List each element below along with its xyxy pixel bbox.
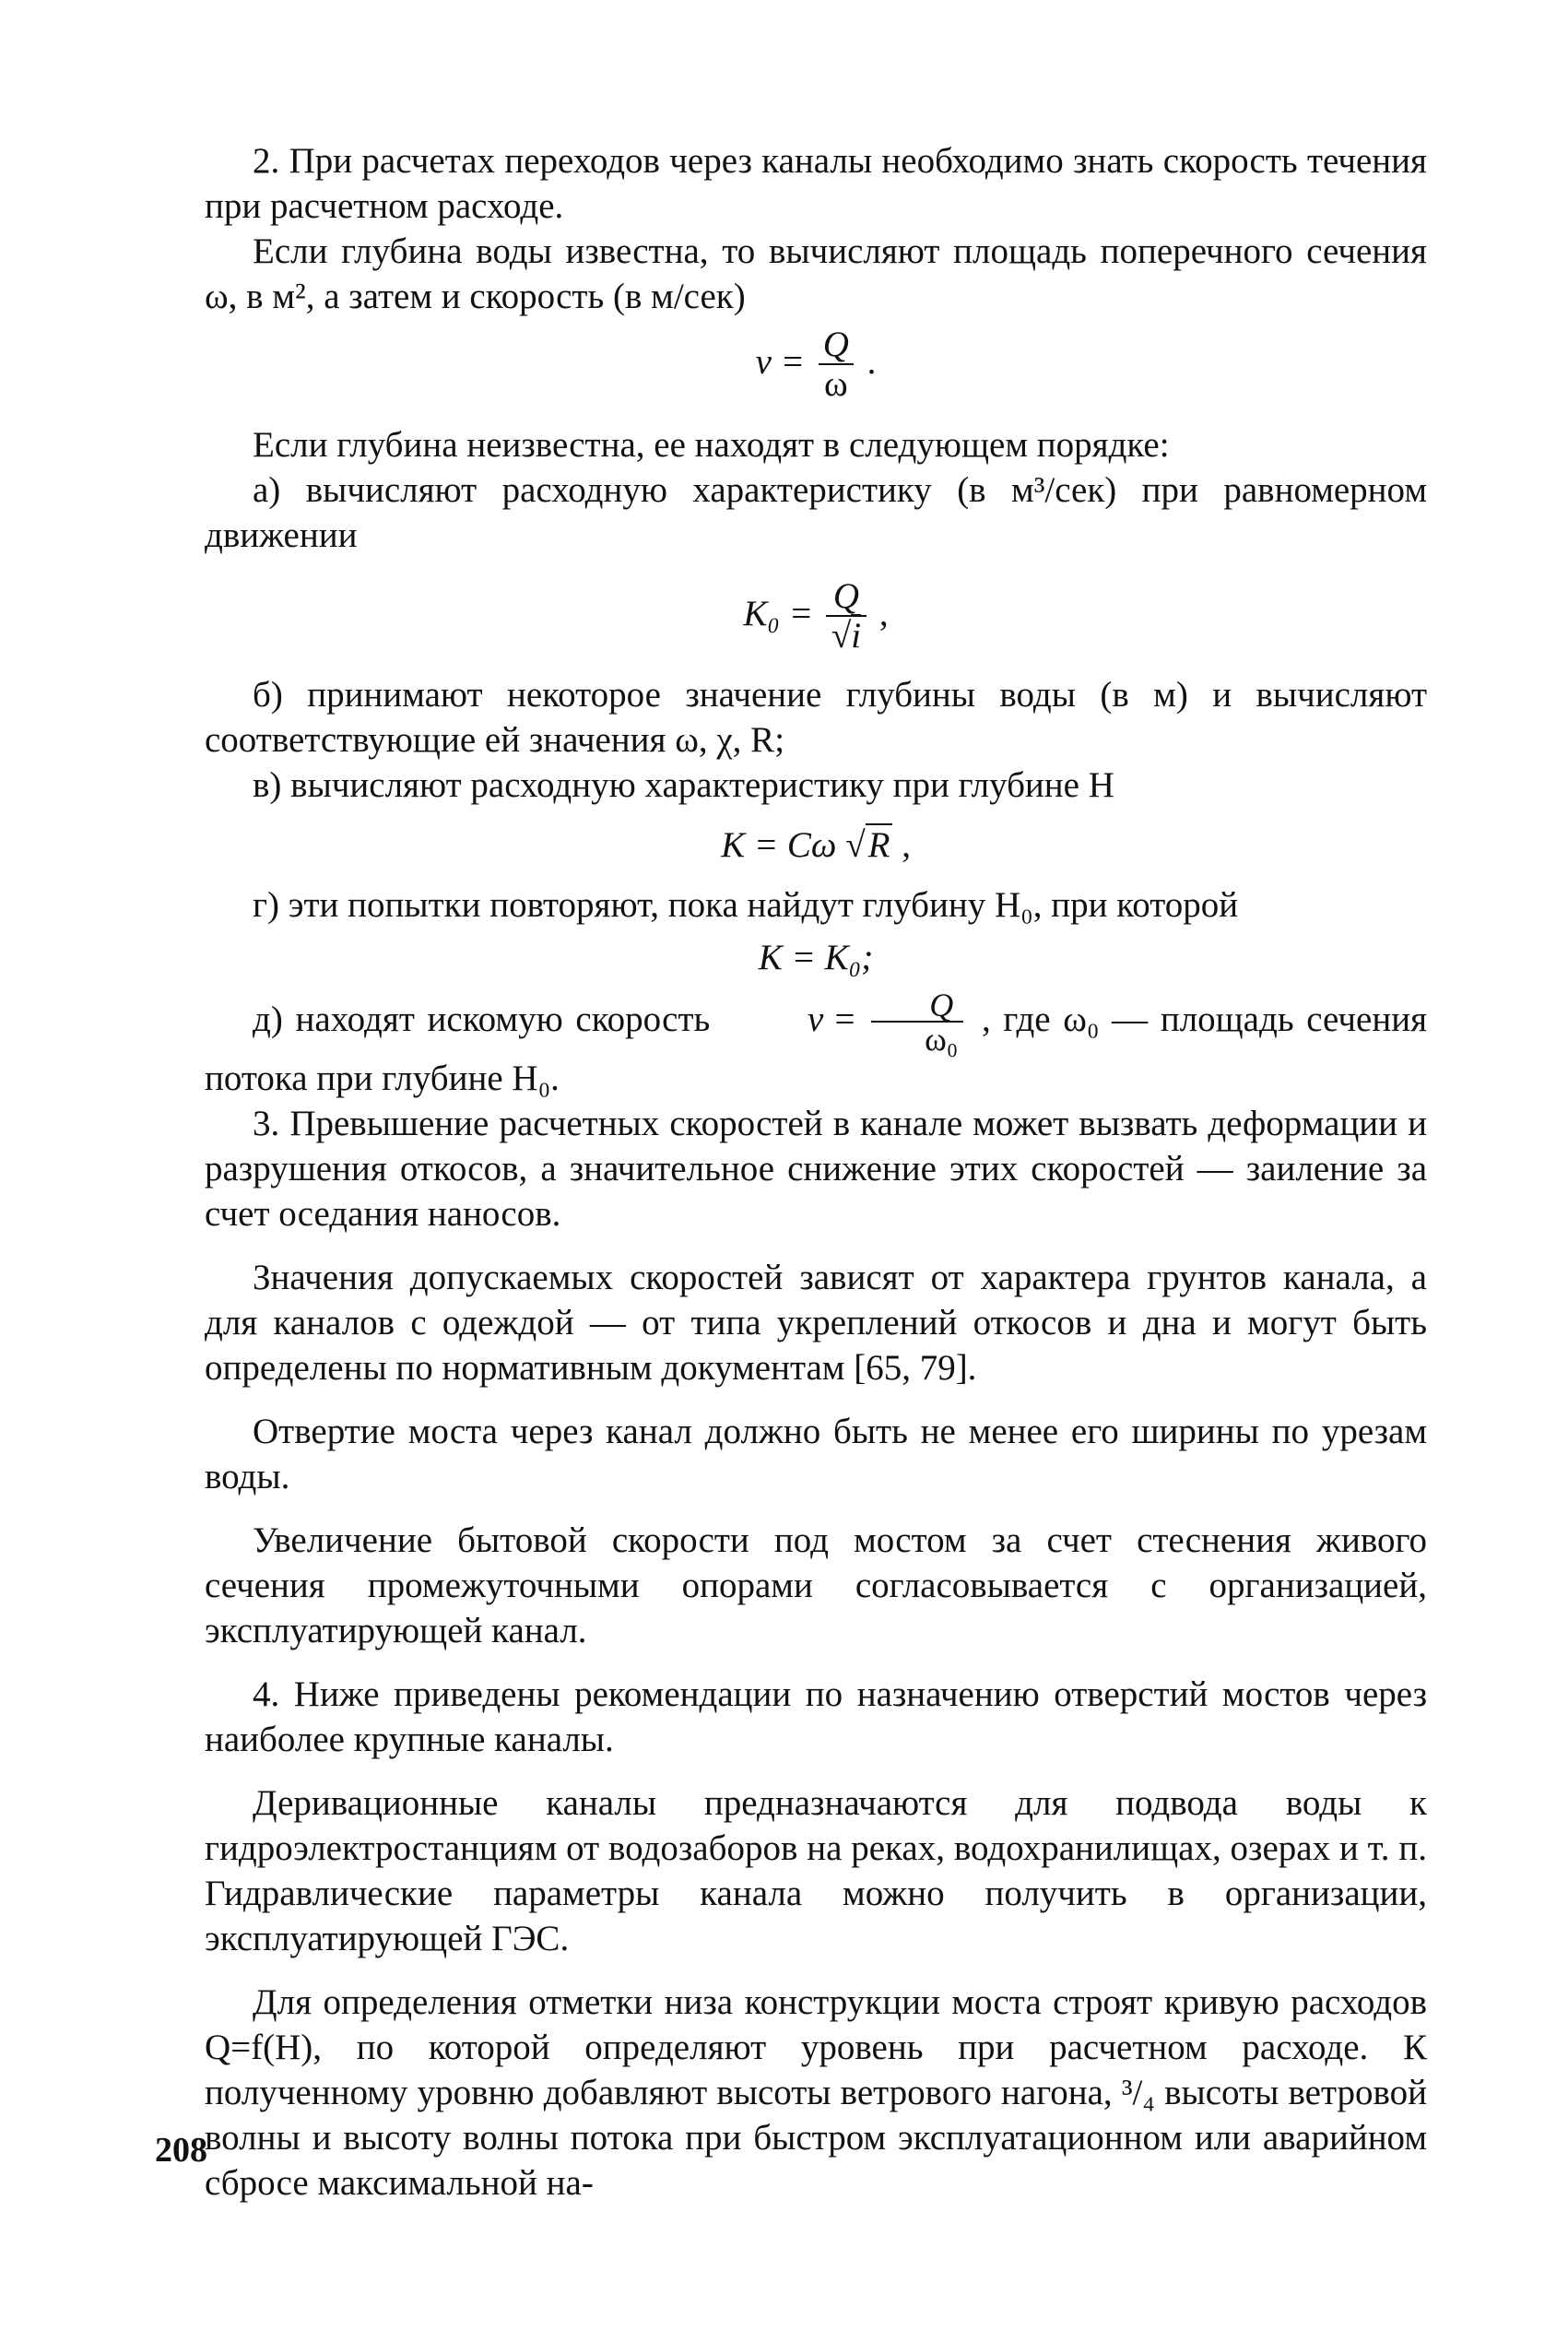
formula-v0-fraction bbox=[871, 989, 963, 1056]
formula-velocity-numerator: Q bbox=[822, 325, 849, 364]
paragraph-9: 3. Превышение расчетных скоростей в канале может вызвать деформации и разрушения откосов, а значительное снижение этих скоростей — заиление за счет оседания наносов. bbox=[205, 1104, 1427, 1234]
formula-velocity bbox=[205, 326, 1427, 404]
paragraph-7: г) эти попытки повторяют, пока найдут глубину H₀, при которой bbox=[253, 885, 1239, 925]
formula-k-radicand: R bbox=[866, 823, 893, 865]
formula-v0-denominator: ω₀ bbox=[871, 1021, 963, 1056]
formula-k-equals-k0: K = K₀; bbox=[758, 938, 874, 977]
page-number: 208 bbox=[155, 2131, 207, 2170]
sqrt-symbol-icon: √ bbox=[845, 825, 866, 865]
paragraph-14: Деривационные каналы предназначаются для подвода воды к гидроэлектростанциям от водозаборов на реках, водохранилищах, озерах и т. п. Гидравлические параметры канала можно получить в организации, эксплуатирующей ГЭС. bbox=[205, 1783, 1427, 1958]
paragraph-12: Увеличение бытовой скорости под мостом за счет стеснения живого сечения промежуточными опорами согласовывается с организацией, эксплуатирующей канал. bbox=[205, 1520, 1427, 1650]
formula-k0-denominator bbox=[826, 615, 867, 656]
paragraph-5: б) принимают некоторое значение глубины воды (в м) и вычисляют соответствующие ей значения ω, χ, R; bbox=[205, 675, 1427, 760]
paragraph-8 bbox=[205, 989, 1427, 1101]
formula-v0 bbox=[760, 989, 969, 1056]
paragraph-10: Значения допускаемых скоростей зависят от характера грунтов канала, а для каналов с одеждой — от типа укреплений откосов и дна и могут быть определены по нормативным документам [65, 79]. bbox=[205, 1258, 1427, 1388]
formula-k0-fraction bbox=[826, 578, 867, 656]
paragraph-15: Для определения отметки низа конструкции моста строят кривую расходов Q=f(H), по которой определяют уровень при расчетном расходе. К полученному уровню добавляют высоты ветрового нагона, ³/₄ высоты ветровой волны и высоту волны потока при быстром эксплуатационном или аварийном сбросе максимальной на- bbox=[205, 1982, 1427, 2203]
formula-v0-numerator: Q bbox=[929, 987, 954, 1023]
formula-velocity-fraction bbox=[818, 326, 855, 404]
formula-velocity-denominator: ω bbox=[819, 363, 854, 404]
paragraph-3: Если глубина неизвестна, ее находят в следующем порядке: bbox=[253, 425, 1170, 465]
paragraph-1: 2. При расчетах переходов через каналы необходимо знать скорость течения при расчетном расходе. bbox=[205, 141, 1427, 226]
formula-k0-lhs: K₀ = bbox=[743, 593, 814, 633]
paragraph-2: Если глубина воды известна, то вычисляют площадь поперечного сечения ω, в м², а затем и скорость (в м/сек) bbox=[205, 231, 1427, 316]
page-body bbox=[205, 138, 1427, 2206]
formula-velocity-lhs: v = bbox=[755, 341, 805, 382]
paragraph-6: в) вычисляют расходную характеристику при глубине H bbox=[253, 765, 1114, 805]
paragraph-8-start: д) находят искомую скорость bbox=[253, 999, 711, 1039]
formula-k-lhs: K = Cω bbox=[721, 825, 837, 865]
sqrt-symbol-icon: √ bbox=[831, 616, 852, 656]
paragraph-13: 4. Ниже приведены рекомендации по назначению отверстий мостов через наиболее крупные каналы. bbox=[205, 1674, 1427, 1759]
formula-k0-numerator: Q bbox=[832, 576, 860, 616]
paragraph-4: а) вычисляют расходную характеристику (в м³/сек) при равномерном движении bbox=[205, 470, 1427, 555]
formula-k-sqrt bbox=[845, 822, 892, 868]
paragraph-11: Отвертие моста через канал должно быть не менее его ширины по урезам воды. bbox=[205, 1412, 1427, 1496]
formula-k0 bbox=[205, 578, 1427, 656]
formula-v0-lhs: v = bbox=[807, 999, 857, 1039]
formula-k-tail: , bbox=[902, 825, 911, 865]
paragraph-8-end: , где ω₀ — площадь сечения потока при глубине H₀. bbox=[205, 999, 1428, 1098]
formula-k0-radicand: i bbox=[851, 616, 862, 656]
formula-k0-tail: , bbox=[878, 593, 889, 633]
formula-k bbox=[205, 822, 1427, 868]
formula-velocity-tail: . bbox=[867, 341, 877, 382]
